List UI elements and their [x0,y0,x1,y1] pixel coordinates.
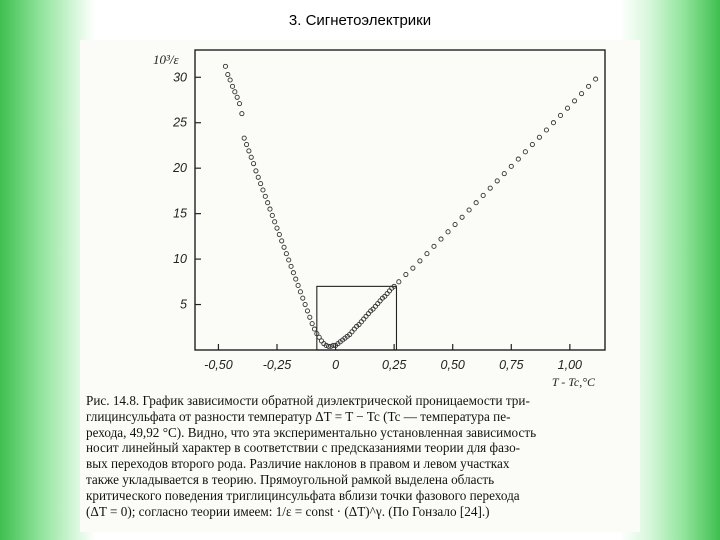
data-point [446,230,450,234]
data-point [544,128,548,132]
data-point [303,302,307,306]
data-point [474,201,478,205]
data-point [291,271,295,275]
data-point [230,84,234,88]
caption-line: рехода, 49,92 °C). Видно, что эта экспериментально установленная зависимость [86,424,537,440]
data-point [481,193,485,197]
y-tick-label: 20 [173,161,187,176]
data-point [359,320,363,324]
caption-line: глицинсульфата от разности температур ΔT = T − Tc (Tc — температура пе- [86,408,511,424]
data-points [223,64,597,348]
data-point [387,289,391,293]
data-point [509,164,513,168]
x-tick-label: 0,75 [499,358,524,372]
data-point [537,135,541,139]
data-point [376,302,380,306]
data-point [301,296,305,300]
data-point [523,150,527,154]
caption-line: носит линейный характер в соответствии с предсказаниями теории для фазо- [86,440,521,456]
data-point [362,317,366,321]
y-tick-label: 25 [173,115,187,130]
plot-axes [195,50,605,350]
y-tick-label: 30 [173,70,187,85]
data-point [411,266,415,270]
data-point [467,208,471,212]
data-point [551,121,555,125]
data-point [296,283,300,287]
data-point [294,277,298,281]
data-point [516,157,520,161]
critical-region-box [317,286,397,350]
axis-labels [153,52,596,389]
x-tick-label: -0,50 [204,358,233,372]
data-point [259,182,263,186]
data-point [287,258,291,262]
data-point [282,245,286,249]
data-point [256,175,260,179]
caption-line: Рис. 14.8. График зависимости обратной диэлектрической проницаемости три- [86,393,530,408]
data-point [305,309,309,313]
data-point [352,327,356,331]
y-tick-label: 15 [173,206,187,221]
data-point [418,259,422,263]
data-point [460,215,464,219]
x-tick-label: 1,00 [557,358,583,372]
data-point [425,252,429,256]
y-tick-label: 5 [180,297,187,312]
data-point [226,72,230,76]
data-point [495,179,499,183]
data-point [453,222,457,226]
data-point [364,314,368,318]
y-axis-label: 10³/ε [153,52,179,67]
data-point [284,252,288,256]
data-point [235,95,239,99]
data-point [587,84,591,88]
data-point [228,78,232,82]
data-point [502,172,506,176]
data-point [247,149,251,153]
data-point [233,90,237,94]
data-point [530,142,534,146]
data-point [251,162,255,166]
data-point [268,207,272,211]
data-point [319,339,323,343]
caption-line: вых переходов второго рода. Различие наклонов в правом и левом участках [86,456,510,472]
y-tick-label: 10 [173,252,187,267]
figure-caption [86,393,680,519]
data-point [240,112,244,116]
data-point [298,290,302,294]
caption-line: критического поведения триглицинсульфата вблизи точки фазового перехода [86,487,520,503]
data-point [237,102,241,106]
data-point [308,315,312,319]
data-point [488,186,492,190]
data-point [310,322,314,326]
data-point [263,194,267,198]
plot-frame [195,50,605,350]
data-point [249,155,253,159]
data-point [312,327,316,331]
data-point [594,77,598,81]
data-point [270,213,274,217]
data-point [378,299,382,303]
dielectric-plot [80,40,640,390]
data-point [244,142,248,146]
data-point [439,237,443,241]
data-point [373,304,377,308]
data-point [261,188,265,192]
data-point [558,113,562,117]
data-point [350,330,354,334]
x-tick-label: 0,25 [381,358,407,372]
data-point [385,292,389,296]
data-point [432,244,436,248]
caption-line: (ΔT = 0); согласно теории имеем: 1/ε = const · (ΔT)^γ. (По Гонзало [24].) [86,503,490,519]
data-point [579,92,583,96]
caption-line: также укладывается в теорию. Прямоугольной рамкой выделена область [86,471,495,487]
data-point [397,280,401,284]
data-point [404,272,408,276]
data-point [266,201,270,205]
slide-title: 3. Сигнетоэлектрики [288,12,432,29]
data-point [275,226,279,230]
data-point [242,136,246,140]
data-point [277,232,281,236]
data-point [280,239,284,243]
data-point [366,312,370,316]
x-tick-label: -0,25 [262,358,292,372]
data-point [572,99,576,103]
data-point [565,106,569,110]
x-axis-label: T - Tc,°C [551,375,595,389]
data-point [273,220,277,224]
x-tick-label: 0 [332,358,340,372]
data-point [254,169,258,173]
data-point [223,64,227,68]
data-point [289,264,293,268]
x-tick-label: 0,50 [440,358,465,372]
